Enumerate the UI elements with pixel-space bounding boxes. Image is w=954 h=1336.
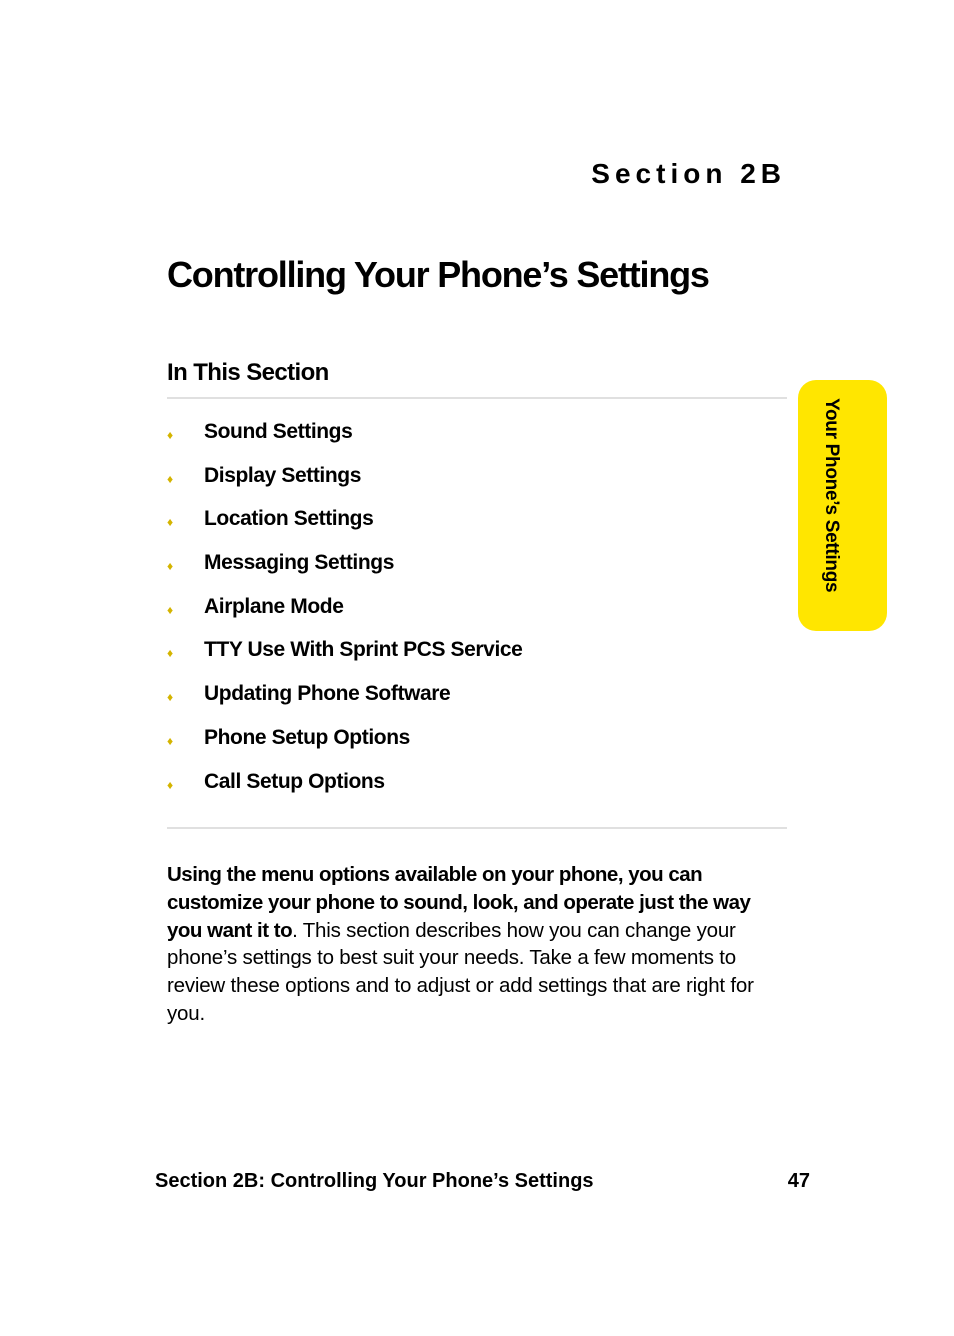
list-item-label: Display Settings [204, 463, 361, 487]
diamond-bullet-icon: ♦ [167, 471, 173, 486]
list-item-label: TTY Use With Sprint PCS Service [204, 638, 523, 662]
list-item[interactable] [167, 507, 767, 551]
diamond-bullet-icon: ♦ [167, 646, 173, 661]
page-title: Controlling Your Phone’s Settings [167, 254, 709, 295]
list-item[interactable] [167, 638, 767, 682]
list-item[interactable] [167, 551, 767, 595]
in-this-section-heading: In This Section [167, 359, 329, 386]
list-item[interactable] [167, 726, 767, 770]
list-item-label: Location Settings [204, 507, 374, 531]
side-tab-label: Your Phone’s Settings [821, 398, 842, 593]
list-item-label: Airplane Mode [204, 594, 344, 618]
intro-body-text: . This section describes how you can change your phone’s settings to best suit your needs. Take a few moments to review these options and to adjust or add settings that are right for you. [167, 918, 754, 1025]
diamond-bullet-icon: ♦ [167, 733, 173, 748]
section-contents-list [167, 420, 767, 813]
list-item-label: Call Setup Options [204, 769, 385, 793]
list-item-label: Updating Phone Software [204, 682, 451, 706]
intro-lead-text: Using the menu options available on your phone, you can customize your phone to sound, look, and operate just the way you want it to [167, 863, 751, 942]
chapter-side-tab [798, 380, 887, 631]
list-item[interactable] [167, 770, 767, 814]
list-item[interactable] [167, 682, 767, 726]
list-item-label: Sound Settings [204, 420, 353, 443]
section-label: Section 2B [591, 158, 786, 189]
list-item[interactable] [167, 464, 767, 508]
diamond-bullet-icon: ♦ [167, 559, 173, 574]
footer-page-number: 47 [787, 1170, 810, 1192]
diamond-bullet-icon: ♦ [167, 515, 173, 530]
list-item[interactable] [167, 595, 767, 639]
divider-bottom [167, 827, 787, 829]
footer-section-title: Section 2B: Controlling Your Phone’s Settings [155, 1170, 594, 1192]
list-item-label: Phone Setup Options [204, 725, 410, 749]
intro-paragraph [167, 861, 767, 1028]
diamond-bullet-icon: ♦ [167, 428, 173, 442]
list-item[interactable] [167, 420, 767, 464]
list-item-label: Messaging Settings [204, 551, 395, 575]
diamond-bullet-icon: ♦ [167, 777, 173, 792]
diamond-bullet-icon: ♦ [167, 602, 173, 617]
diamond-bullet-icon: ♦ [167, 690, 173, 705]
divider-top [167, 397, 787, 399]
